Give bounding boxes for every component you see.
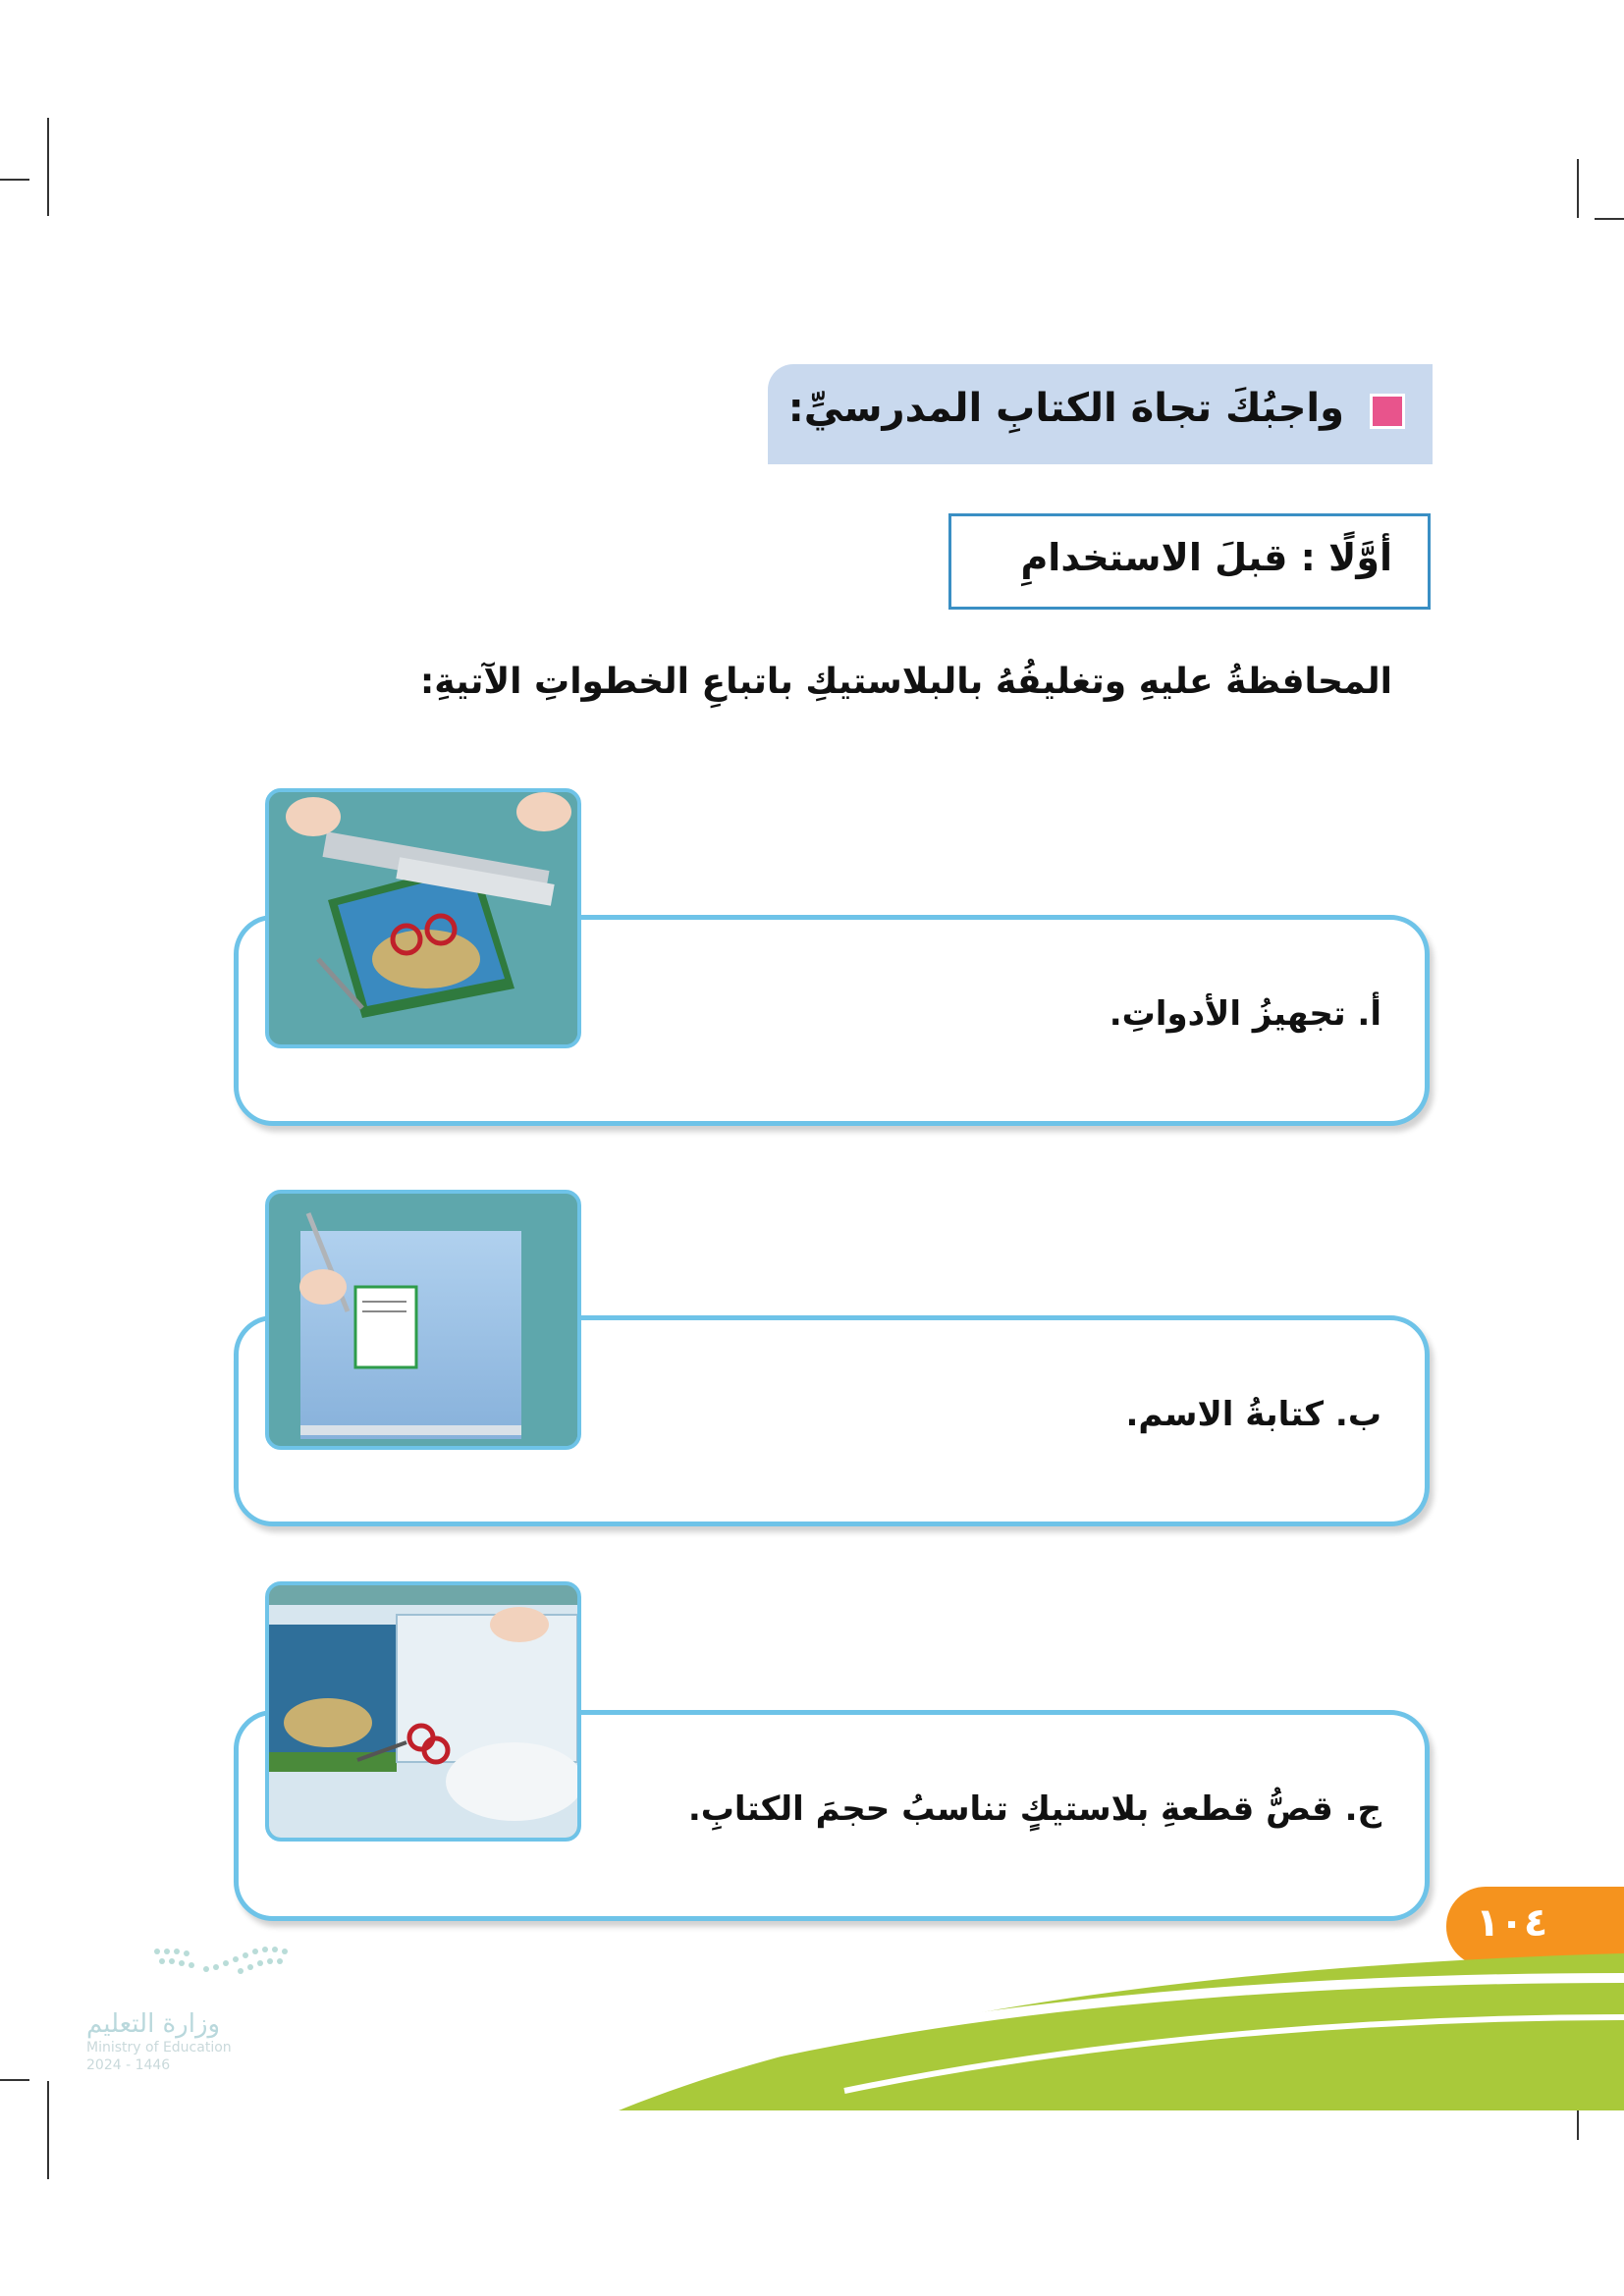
- crop-mark: [0, 2079, 29, 2081]
- tools-illustration: [269, 792, 577, 1044]
- crop-mark: [47, 2081, 49, 2179]
- writing-illustration: [269, 1194, 577, 1446]
- ministry-name-arabic: وزارة التعليم: [86, 2009, 221, 2039]
- page-number: ١٠٤: [1476, 1900, 1548, 1946]
- step-photo-tools: [265, 788, 581, 1048]
- heading-banner: [768, 364, 1433, 464]
- intro-text: المحافظةُ عليهِ وتغليفُهُ بالبلاستيكِ باتباعِ الخطواتِ الآتيةِ:: [419, 662, 1392, 702]
- subheading-box: [948, 513, 1431, 610]
- ministry-logo-icon: [147, 1942, 295, 1991]
- step-label: أ. تجهيزُ الأدواتِ.: [1109, 994, 1381, 1034]
- crop-mark: [47, 118, 49, 216]
- heading-title: واجبُكَ تجاهَ الكتابِ المدرسيِّ:: [787, 386, 1344, 431]
- cutting-illustration: [269, 1585, 577, 1838]
- ministry-year: 2024 - 1446: [86, 2057, 171, 2073]
- green-wave-decoration: [589, 1944, 1624, 2120]
- ministry-name-english: Ministry of Education: [86, 2040, 232, 2056]
- step-photo-writing: [265, 1190, 581, 1450]
- square-bullet-icon: [1370, 394, 1405, 429]
- subheading-title: أوَّلًا : قبلَ الاستخدامِ: [1020, 536, 1392, 579]
- step-label: ب. كتابةُ الاسم.: [1125, 1395, 1381, 1434]
- crop-mark: [1595, 218, 1624, 220]
- crop-mark: [0, 179, 29, 181]
- step-photo-cutting: [265, 1581, 581, 1842]
- crop-mark: [1577, 159, 1579, 218]
- step-label: ج. قصُّ قطعةِ بلاستيكٍ تناسبُ حجمَ الكتابِ.: [687, 1789, 1381, 1829]
